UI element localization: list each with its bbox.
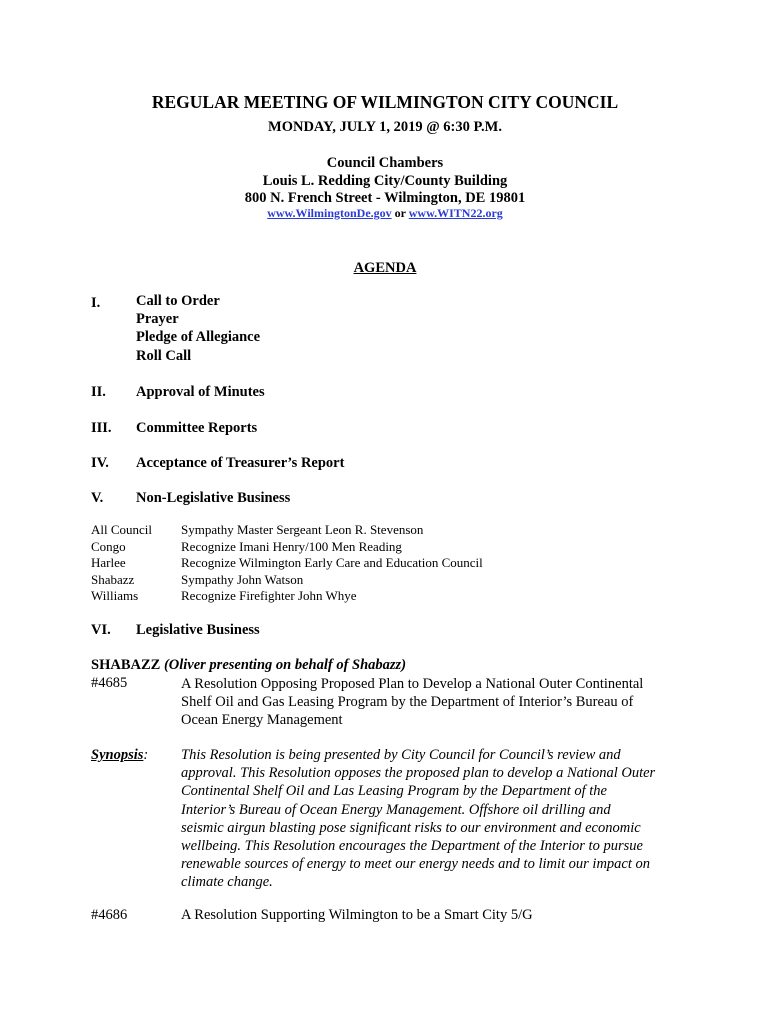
resolution-title-line: Ocean Energy Management	[181, 712, 343, 729]
resolution-4685-title	[181, 675, 643, 730]
synopsis-line: climate change.	[181, 874, 273, 891]
section-v-number: V.	[91, 490, 104, 506]
sponsor-note: (Oliver presenting on behalf of Shabazz)	[160, 657, 407, 673]
non-legislative-descriptions	[181, 522, 483, 605]
section-ii-number: II.	[91, 384, 106, 400]
list-item-description: Recognize Wilmington Early Care and Education Council	[181, 555, 483, 571]
list-item-description: Sympathy John Watson	[181, 571, 304, 587]
sponsor-name: SHABAZZ	[91, 657, 161, 673]
section-vi-number: VI.	[91, 622, 111, 638]
synopsis-line: approval. This Resolution opposes the proposed plan to develop a National Outer	[181, 765, 656, 782]
list-item-name: Congo	[91, 538, 126, 554]
wilmington-website-link[interactable]: www.WilmingtonDe.gov	[267, 206, 392, 220]
sponsor-line	[91, 657, 406, 674]
list-item-description: Sympathy Master Sergeant Leon R. Stevenson	[181, 522, 424, 537]
synopsis-line: renewable sources of energy to meet our energy needs and to limit our impact on	[181, 856, 651, 873]
witn-website-link[interactable]: www.WITN22.org	[408, 206, 503, 220]
resolution-4686-number: #4686	[91, 907, 128, 923]
synopsis-label	[91, 746, 148, 764]
list-item-name: Williams	[91, 588, 139, 604]
synopsis-line: Continental Shelf Oil and Las Leasing Program by the Department of the	[181, 783, 607, 800]
synopsis-line: This Resolution is being presented by City Council for Council’s review and	[181, 747, 621, 763]
call-to-order: Call to Order	[136, 293, 220, 309]
synopsis-text	[181, 746, 655, 892]
pledge-of-allegiance: Pledge of Allegiance	[136, 329, 261, 346]
roll-call: Roll Call	[136, 347, 192, 364]
synopsis-line: seismic airgun blasting pose significant risks to our environment and economic	[181, 819, 641, 836]
non-legislative-business: Non-Legislative Business	[136, 490, 291, 506]
meeting-date: MONDAY, JULY 1, 2019 @ 6:30 P.M.	[268, 119, 502, 135]
list-item-description: Recognize Firefighter John Whye	[181, 588, 357, 604]
synopsis-line: Interior’s Bureau of Ocean Energy Management. Offshore oil drilling and	[181, 801, 611, 818]
resolution-4685-number: #4685	[91, 675, 128, 691]
link-separator: or	[391, 206, 409, 220]
list-item-description: Recognize Imani Henry/100 Men Reading	[181, 538, 402, 554]
location-name: Council Chambers	[326, 155, 444, 171]
section-i-number: I.	[91, 295, 101, 311]
list-item-name: Shabazz	[91, 571, 135, 587]
synopsis-label-text: Synopsis	[91, 747, 144, 763]
street-address: 800 N. French Street - Wilmington, DE 19801	[244, 190, 526, 206]
building-name: Louis L. Redding City/County Building	[262, 173, 508, 189]
section-iv-number: IV.	[91, 455, 109, 471]
website-links	[0, 206, 770, 221]
section-i-items	[136, 292, 260, 365]
meeting-title: REGULAR MEETING OF WILMINGTON CITY COUNCIL	[151, 92, 619, 112]
approval-of-minutes: Approval of Minutes	[136, 384, 265, 400]
non-legislative-names	[91, 522, 152, 605]
list-item-name: All Council	[91, 522, 153, 537]
resolution-title-line: Shelf Oil and Gas Leasing Program by the Department of Interior’s Bureau of	[181, 694, 634, 711]
synopsis-line: wellbeing. This Resolution encourages the Department of the Interior to pursue	[181, 837, 643, 854]
treasurers-report: Acceptance of Treasurer’s Report	[136, 455, 345, 471]
committee-reports: Committee Reports	[136, 420, 258, 436]
resolution-title-line: A Resolution Opposing Proposed Plan to Develop a National Outer Continental	[181, 676, 644, 692]
prayer: Prayer	[136, 311, 179, 328]
synopsis-colon: :	[143, 747, 149, 763]
list-item-name: Harlee	[91, 555, 126, 571]
agenda-heading: AGENDA	[353, 260, 417, 276]
section-iii-number: III.	[91, 420, 112, 436]
resolution-4686-title: A Resolution Supporting Wilmington to be a Smart City 5/G	[181, 907, 533, 923]
legislative-business: Legislative Business	[136, 622, 260, 638]
